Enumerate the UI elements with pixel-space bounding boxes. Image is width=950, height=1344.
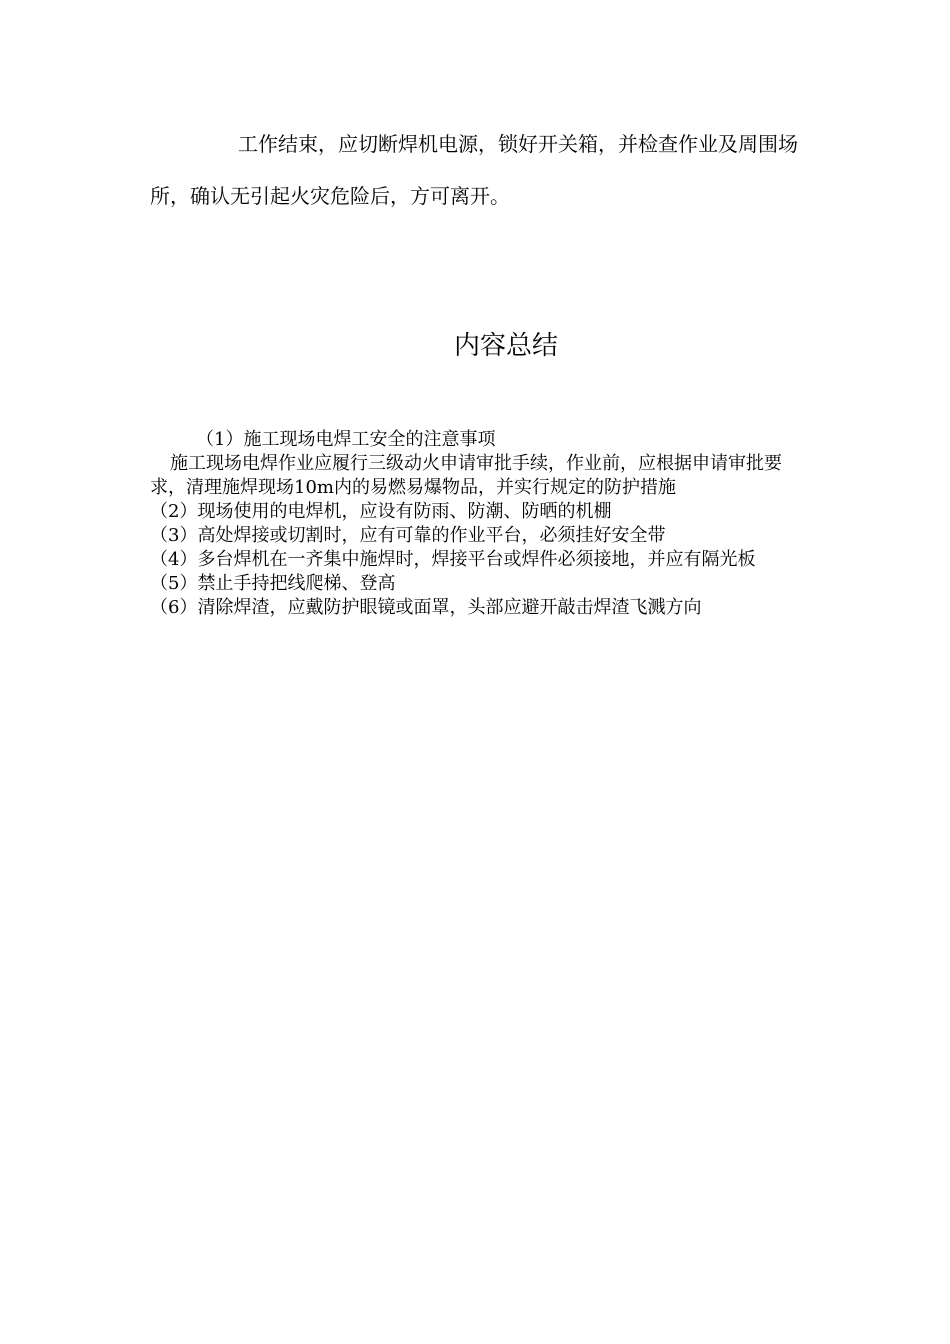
intro-paragraph (150, 118, 810, 222)
summary-item-3: （3）高处焊接或切割时，应有可靠的作业平台，必须挂好安全带 (150, 525, 666, 546)
summary-item-5: （5）禁止手持把线爬梯、登高 (150, 573, 396, 594)
summary-item-6: （6）清除焊渣，应戴防护眼镜或面罩，头部应避开敲击焊渣飞溅方向 (150, 597, 702, 618)
summary-item-1-body: 施工现场电焊作业应履行三级动火申请审批手续，作业前，应根据申请审批要求，清理施焊现场10m内的易燃易爆物品，并实行规定的防护措施 (150, 453, 782, 498)
summary-item-2: （2）现场使用的电焊机，应设有防雨、防潮、防晒的机棚 (150, 501, 612, 522)
summary-item-4: （4）多台焊机在一齐集中施焊时，焊接平台或焊件必须接地，并应有隔光板 (150, 549, 756, 570)
summary-item-1-heading: （1）施工现场电焊工安全的注意事项 (196, 429, 496, 450)
summary-title: 内容总结 (453, 331, 558, 361)
intro-paragraph-text: 工作结束，应切断焊机电源，锁好开关箱，并检查作业及周围场所，确认无引起火灾危险后，方可离开。 (150, 132, 798, 208)
summary-section (150, 428, 810, 620)
